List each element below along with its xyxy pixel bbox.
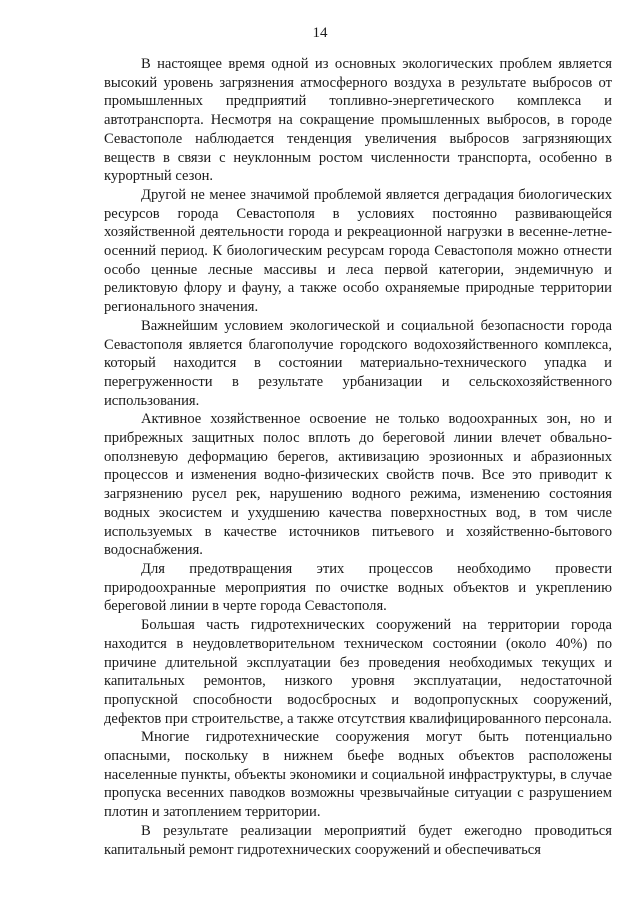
paragraph-air-pollution: В настоящее время одной из основных экологических проблем является высокий уровень загрязнения атмосферного воздуха в результате выбросов от промышленных предприятий топливно-энергетического комплекса и автотранспорта. Несмотря на сокращение промышленных выбросов, в городе Севастополе наблюдается тенденция увеличения выбросов загрязняющих веществ в связи с неуклонным ростом численности транспорта, особенно в курортный сезон. xyxy=(104,56,612,185)
paragraph-hydraulic-structures-condition: Большая часть гидротехнических сооружений на территории города находится в неудовлетворительном техническом состоянии (около 40%) по причине длительной эксплуатации без проведения необходимых текущих и капитальных ремонтов, низкого уровня эксплуатации, недостаточной пропускной способности водосбросных и водопропускных сооружений, дефектов при строительстве, а также отсутствия квалифицированного персонала. xyxy=(104,617,612,727)
document-body xyxy=(104,55,612,859)
paragraph-hydraulic-structures-danger: Многие гидротехнические сооружения могут быть потенциально опасными, поскольку в нижнем бьефе водных объектов расположены населенные пункты, объекты экономики и социальной инфраструктуры, в случае пропуска весенних паводков возможны чрезвычайные ситуации с разрушением плотин и затоплением территории. xyxy=(104,729,612,821)
paragraph-coastal-development: Активное хозяйственное освоение не только водоохранных зон, но и прибрежных защитных полос вплоть до береговой линии влечет обвально-оползневую деформацию берегов, активизацию эрозионных и абразионных процессов и изменения водно-физических свойств почв. Все это приводит к загрязнению русел рек, нарушению водного режима, изменению состояния водных экосистем и ухудшению качества поверхностных вод, в том числе используемых в качестве источников питьевого и хозяйственно-бытового водоснабжения. xyxy=(104,411,612,559)
paragraph-water-complex: Важнейшим условием экологической и социальной безопасности города Севастополя является благополучие городского водохозяйственного комплекса, который находится в состоянии материально-технического упадка и перегруженности в результате урбанизации и сельскохозяйственного использования. xyxy=(104,317,612,409)
paragraph-program-results: В результате реализации мероприятий будет ежегодно проводиться капитальный ремонт гидротехнических сооружений и обеспечиваться xyxy=(104,822,612,858)
page-number: 14 xyxy=(312,25,328,41)
paragraph-biological-resources: Другой не менее значимой проблемой является деградация биологических ресурсов города Севастополя в условиях постоянно развивающейся хозяйственной деятельности города и рекреационной нагрузки в весенне-летне-осенний период. К биологическим ресурсам города Севастополя можно отнести особо ценные лесные массивы и леса первой категории, эндемичную и реликтовую флору и фауну, а также особо охраняемые природные территории регионального значения. xyxy=(104,186,612,316)
paragraph-prevention-measures: Для предотвращения этих процессов необходимо провести природоохранные мероприятия по очистке водных объектов и укреплению береговой линии в черте города Севастополя. xyxy=(104,560,612,615)
